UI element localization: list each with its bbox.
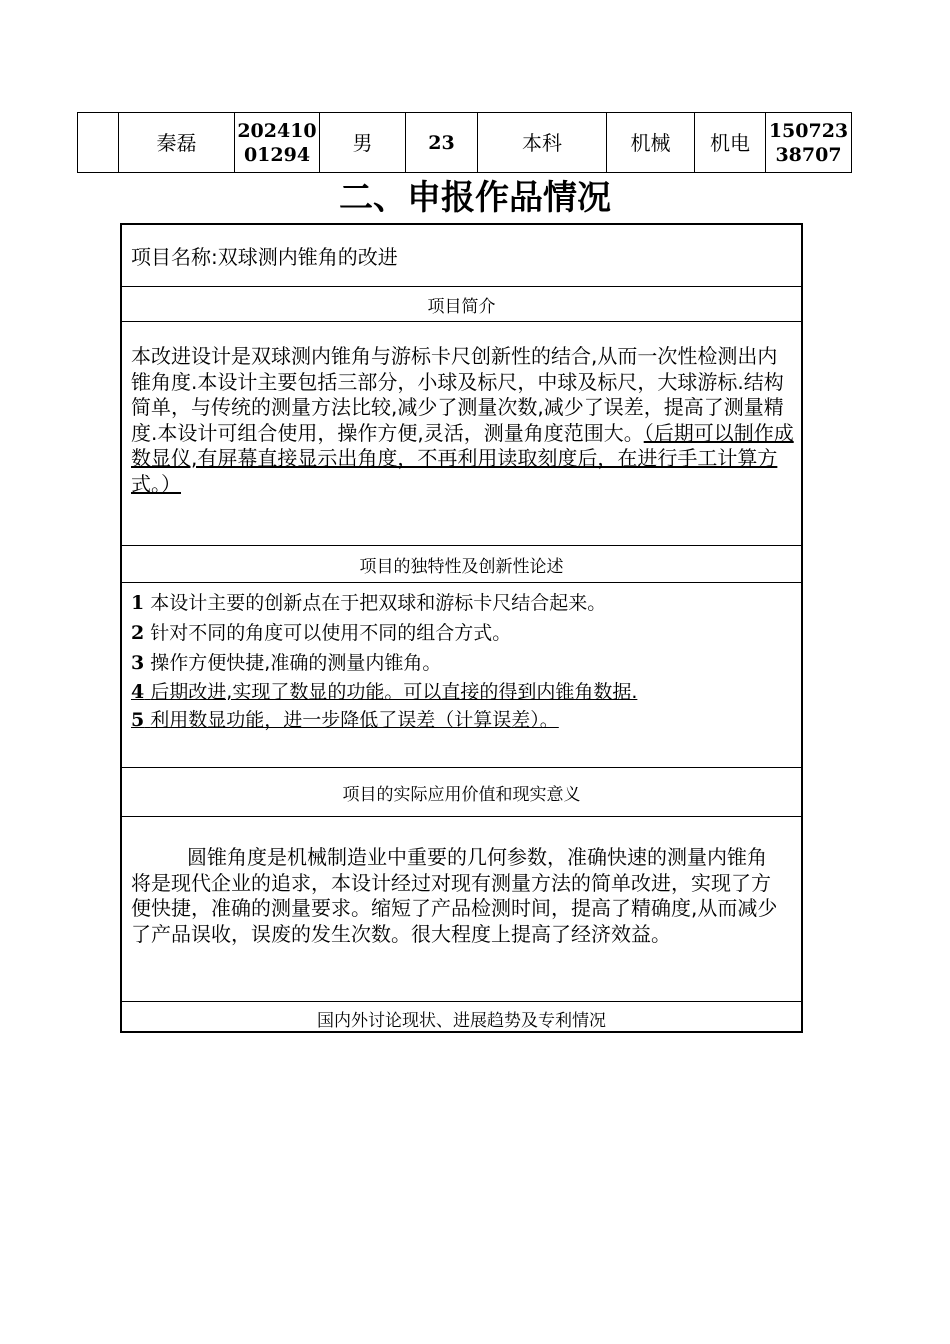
innovation-header-label: 项目的独特性及创新性论述 bbox=[359, 556, 564, 577]
value-section bbox=[122, 817, 801, 1002]
intro-text: 本改进设计是双球测内锥角与游标卡尺创新性的结合,从而一次性检测出内锥角度.本设计主要包括三部分，小球及标尺，中球及标尺，大球游标.结构简单，与传统的测量方法比较,减少了测量次数,减少了误差，提高了测量精度.本设计可组合使用，操作方便,灵活，测量角度范围大。 bbox=[131, 344, 784, 445]
intro-section bbox=[122, 322, 801, 546]
cell-student-id: 202410 01294 bbox=[235, 113, 320, 173]
list-item: 1 本设计主要的创新点在于把双球和游标卡尺结合起来。 bbox=[131, 592, 607, 614]
intro-header bbox=[122, 287, 801, 322]
list-item: 2 针对不同的角度可以使用不同的组合方式。 bbox=[131, 622, 512, 644]
intro-paragraph bbox=[122, 322, 801, 497]
project-name: 项目名称:双球测内锥角的改进 bbox=[131, 245, 398, 269]
list-item: 3 操作方便快捷,准确的测量内锥角。 bbox=[131, 652, 442, 674]
applicant-row bbox=[78, 113, 852, 173]
applicant-table bbox=[77, 112, 852, 173]
value-paragraph: 圆锥角度是机械制造业中重要的几何参数，准确快速的测量内锥角将是现代企业的追求，本设计经过对现有测量方法的简单改进，实现了方便快捷，准确的测量要求。缩短了产品检测时间，提高了精确度,从而减少了产品误收，误废的发生次数。很大程度上提高了经济效益。 bbox=[131, 845, 778, 946]
cell-degree: 本科 bbox=[478, 113, 607, 173]
section-title: 二、申报作品情况 bbox=[339, 178, 611, 218]
innovation-header bbox=[122, 546, 801, 583]
cell-department: 机电 bbox=[695, 113, 766, 173]
status-header-label: 国内外讨论现状、进展趋势及专利情况 bbox=[317, 1011, 606, 1031]
innovation-list bbox=[122, 583, 801, 734]
intro-header-label: 项目简介 bbox=[427, 296, 496, 317]
cell-name: 秦磊 bbox=[119, 113, 235, 173]
project-form bbox=[120, 223, 803, 1033]
cell-phone: 150723 38707 bbox=[766, 113, 852, 173]
list-item: 5 利用数显功能，进一步降低了误差（计算误差）。 bbox=[131, 709, 559, 731]
intro-text-underlined: （后期可以制作成数显仪,有屏幕直接显示出角度，不再利用读取刻度后，在进行手工计算方式。） bbox=[131, 420, 794, 496]
status-header bbox=[122, 1002, 801, 1035]
cell-age: 23 bbox=[406, 113, 478, 173]
list-item: 4 后期改进,实现了数显的功能。可以直接的得到内锥角数据. bbox=[131, 681, 638, 703]
value-header bbox=[122, 768, 801, 817]
project-name-row bbox=[122, 225, 801, 287]
cell-index bbox=[78, 113, 119, 173]
value-header-label: 项目的实际应用价值和现实意义 bbox=[342, 784, 581, 805]
cell-gender: 男 bbox=[320, 113, 406, 173]
cell-major: 机械 bbox=[607, 113, 695, 173]
innovation-section bbox=[122, 583, 801, 768]
